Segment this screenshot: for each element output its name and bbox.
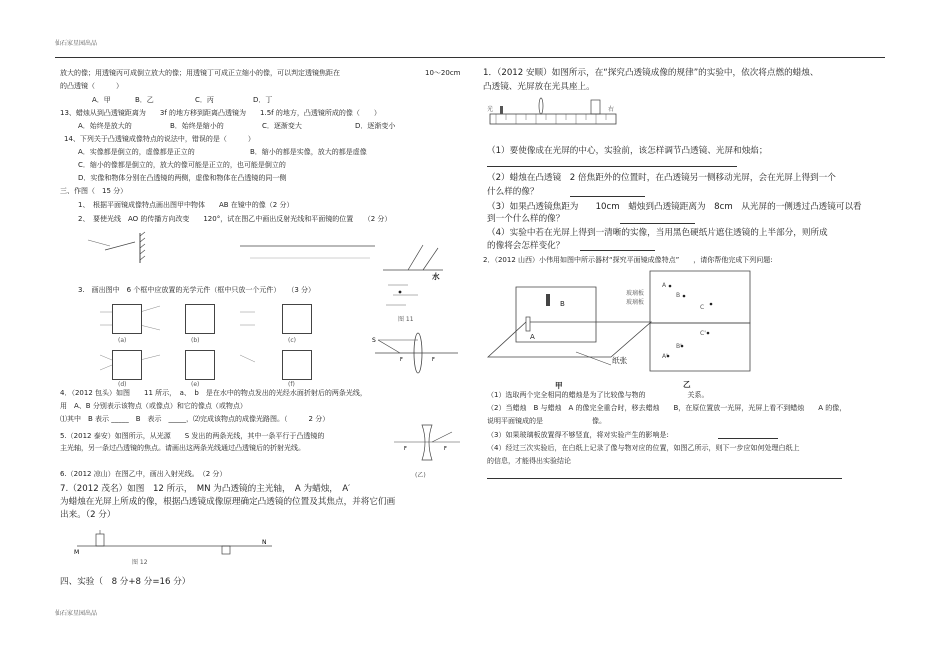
candle-label-a: A: [530, 333, 535, 341]
figure-jia-caption: 甲: [555, 381, 563, 390]
q14-opt-a: A．实像都是倒立的，虚像都是正立的: [78, 148, 195, 156]
footer-text: 仙石家星园出品: [55, 610, 98, 617]
exp2-q4-line1: （4）经过三次实验后，在白纸上记录了像与物对应的位置，如图乙所示，则下一步应如何处理白纸上: [487, 444, 800, 452]
draw-q3: 3. 画出图中 6 个框中应放置的光学元件（框中只放一个元件） （3 分）: [78, 286, 316, 294]
q12-range: 10～20cm: [425, 69, 461, 77]
exp2-q2-line2: 说明平面镜成的是 像。: [487, 417, 606, 425]
box-label-d: (d): [118, 381, 127, 388]
q13-opt-b: B．始终是缩小的: [170, 122, 224, 130]
draw-q4-line2: 用 A、B 分别表示该物点（或像点）和它的像点（或物点）: [60, 402, 247, 410]
svg-text:S: S: [372, 337, 376, 344]
exp2-q3-answer-line[interactable]: [718, 438, 778, 439]
exp2-q4-line2: 的信息，才能得出实验结论: [487, 457, 571, 465]
exp2-q4-answer-line[interactable]: [487, 478, 842, 479]
exp1-q3-line2: 到一个什么样的像？: [487, 214, 565, 224]
figure-12-axis: [72, 528, 282, 568]
section-3-title: 三、作图（ 15 分）: [60, 187, 128, 195]
q12-opt-d: D．丁: [253, 96, 273, 104]
point-c: C: [700, 304, 705, 311]
optic-box-b: [185, 304, 215, 334]
optic-box-c: [282, 304, 312, 334]
draw-q5-line2: 主光轴，另一条过凸透镜的焦点。请画出这两条光线通过凸透镜后的折射光线。: [60, 444, 305, 452]
draw-q2: 2、 要使光线 AO 的传播方向改变 120°，试在图乙中画出反射光线和平面镜的位置 （2 分）: [78, 215, 392, 223]
box-label-a: (a): [118, 337, 127, 344]
svg-text:F: F: [404, 446, 407, 452]
optic-box-f: [282, 350, 312, 380]
figure-12-caption: 图 12: [132, 559, 148, 566]
optical-bench-figure: [486, 96, 621, 136]
figure-convex-lens-source: [370, 328, 460, 378]
exp1-q2-line2: 什么样的像？: [487, 187, 539, 197]
header-text: 仙石家星园出品: [55, 40, 98, 47]
exp1-q3-line1: （3）如果凸透镜焦距为 10cm 蜡烛到凸透镜距离为 8cm 从光屏的一侧透过凸透镜可以看: [487, 202, 862, 212]
exp2-q1: （1）选取两个完全相同的蜡烛是为了比较像与物的 关系。: [487, 391, 709, 399]
q14-opt-b: B．缩小的都是实像，放大的都是虚像: [250, 148, 367, 156]
draw-q4-line3: ⑴其中 B 表示 _____ B 表示 _____，⑵完成该物点的成像光路图。（ 2 分）: [60, 415, 330, 423]
figure-11-caption: 图 11: [398, 316, 414, 323]
draw-q7-line3: 出来。（2 分）: [60, 510, 116, 520]
optic-box-d: [112, 350, 142, 380]
svg-text:F: F: [400, 357, 403, 363]
draw-q7-line2: 为蜡烛在光屏上所成的像，根据凸透镜成像原理确定凸透镜的位置及其焦点，并将它们画: [60, 497, 396, 507]
svg-text:F: F: [432, 357, 435, 363]
point-a: A: [662, 282, 667, 289]
svg-text:F: F: [444, 446, 447, 452]
exp1-line1: 1．（2012 安顺）如图所示，在“探究凸透镜成像的规律”的实验中，依次将点燃的蜡烛、: [483, 68, 819, 78]
exp1-q3-answer-line[interactable]: [620, 223, 695, 224]
q13-opt-a: A．始终是放大的: [78, 122, 132, 130]
box-label-c: (c): [288, 337, 296, 344]
exp1-q4-line2: 的像将会怎样变化？: [487, 241, 565, 251]
q14-opt-d: D．实像和物体分别在凸透镜的两侧，虚像和物体在凸透镜的同一侧: [78, 174, 287, 182]
exp1-q2-line1: （2）蜡烛在凸透镜 2 倍焦距外的位置时，在凸透镜另一侧移动光屏，会在光屏上得到一个: [487, 173, 836, 183]
point-a-prime: A': [662, 353, 668, 360]
point-b-prime: B': [676, 343, 682, 350]
box-label-b: (b): [191, 337, 200, 344]
bench-label-right: 右: [608, 106, 615, 113]
exp1-q4-answer-line[interactable]: [580, 250, 655, 251]
point-b: B: [676, 292, 681, 299]
q13-opt-c: C．逐渐变大: [262, 122, 302, 130]
draw-q4-line1: 4．（2012 包头）如图 11 所示， a、 b 是在水中的物点发出的光经水面折射后的两条光线，: [60, 389, 367, 397]
draw-q6: 6.（2012 凉山）在图乙中，画出入射光线。 （2 分）: [60, 470, 227, 478]
svg-text:N: N: [262, 539, 267, 546]
optic-box-e: [185, 350, 215, 380]
header-rule: [55, 57, 885, 58]
figure-mirror-rays: [80, 228, 380, 268]
point-c-prime: C': [700, 330, 706, 337]
optic-box-a: [112, 304, 142, 334]
draw-q5-line1: 5.（2012 泰安）如图所示，从光源 S 发出的两条光线，其中一条平行于凸透镜的: [60, 432, 325, 440]
figure-yi-right-caption: 乙: [683, 380, 691, 389]
paper-label: 纸张: [612, 356, 628, 365]
q12-line2: 的凸透镜（ ）: [60, 82, 123, 90]
q13-opt-d: D．逐渐变小: [355, 122, 396, 130]
water-label: 水: [432, 272, 440, 281]
exp1-q4-line1: （4）实验中若在光屏上得到一清晰的实像，当用黑色硬纸片遮住透镜的上半部分，则所成: [487, 228, 828, 238]
q12-opt-b: B．乙: [135, 96, 154, 104]
exp1-q1-answer-line[interactable]: [487, 166, 737, 167]
box-label-f: (f): [288, 381, 295, 388]
section-4-title: 四、实验（ 8 分+8 分=16 分）: [60, 577, 191, 587]
box-label-e: (e): [191, 381, 200, 388]
exp1-q2-answer-line[interactable]: [570, 196, 645, 197]
svg-text:M: M: [74, 549, 80, 556]
exp2-q2-line1: （2）当蜡烛 B 与蜡烛 A 的像完全重合时，移去蜡烛 B，在原位置放一光屏，光屏上看不到蜡烛 A 的像，: [487, 404, 847, 412]
q14-opt-c: C．缩小的像都是倒立的，放大的像可能是正立的，也可能是倒立的: [78, 161, 286, 169]
glass-label-2: 玻璃板: [626, 299, 645, 306]
q12-line1: 放大的像；用透镜丙可成倒立放大的像；用透镜丁可成正立缩小的像，可以判定透镜焦距在: [60, 69, 340, 77]
exp2-q3: （3）如果玻璃板放置得不够竖直，将对实验产生的影响是:: [487, 431, 669, 439]
draw-q7-line1: 7.（2012 茂名）如图 12 所示， MN 为凸透镜的主光轴， A 为蜡烛， A′: [60, 484, 351, 494]
glass-label-1: 玻璃板: [626, 290, 645, 297]
q12-opt-a: A．甲: [92, 96, 111, 104]
figure-yi-caption: (乙): [415, 472, 426, 479]
draw-q1: 1、 根据平面镜成像特点画出图甲中物体 AB 在镜中的像（2 分）: [78, 201, 294, 209]
q12-opt-c: C．丙: [195, 96, 214, 104]
candle-label-b: B: [560, 300, 565, 308]
bench-label-left: 光: [487, 106, 494, 113]
figure-concave-lens: [392, 420, 462, 475]
q14-stem: 14、下列关于凸透镜成像特点的说法中，错误的是（ ）: [64, 135, 255, 143]
exp1-line2: 凸透镜、光屏放在光具座上。: [483, 82, 595, 92]
exp1-q1: （1）要使像成在光屏的中心，实验前，该怎样调节凸透镜、光屏和烛焰；: [487, 146, 768, 156]
q13-stem: 13、蜡烛从到凸透镜距离为 3f 的地方移到距离凸透镜为 1.5f 的地方，凸透镜所成的像（ ）: [60, 109, 381, 117]
exp2-stem: 2．（2012 山西）小伟用如图中所示器材“探究平面镜成像特点” ，请你帮他完成下列问题:: [483, 256, 773, 264]
